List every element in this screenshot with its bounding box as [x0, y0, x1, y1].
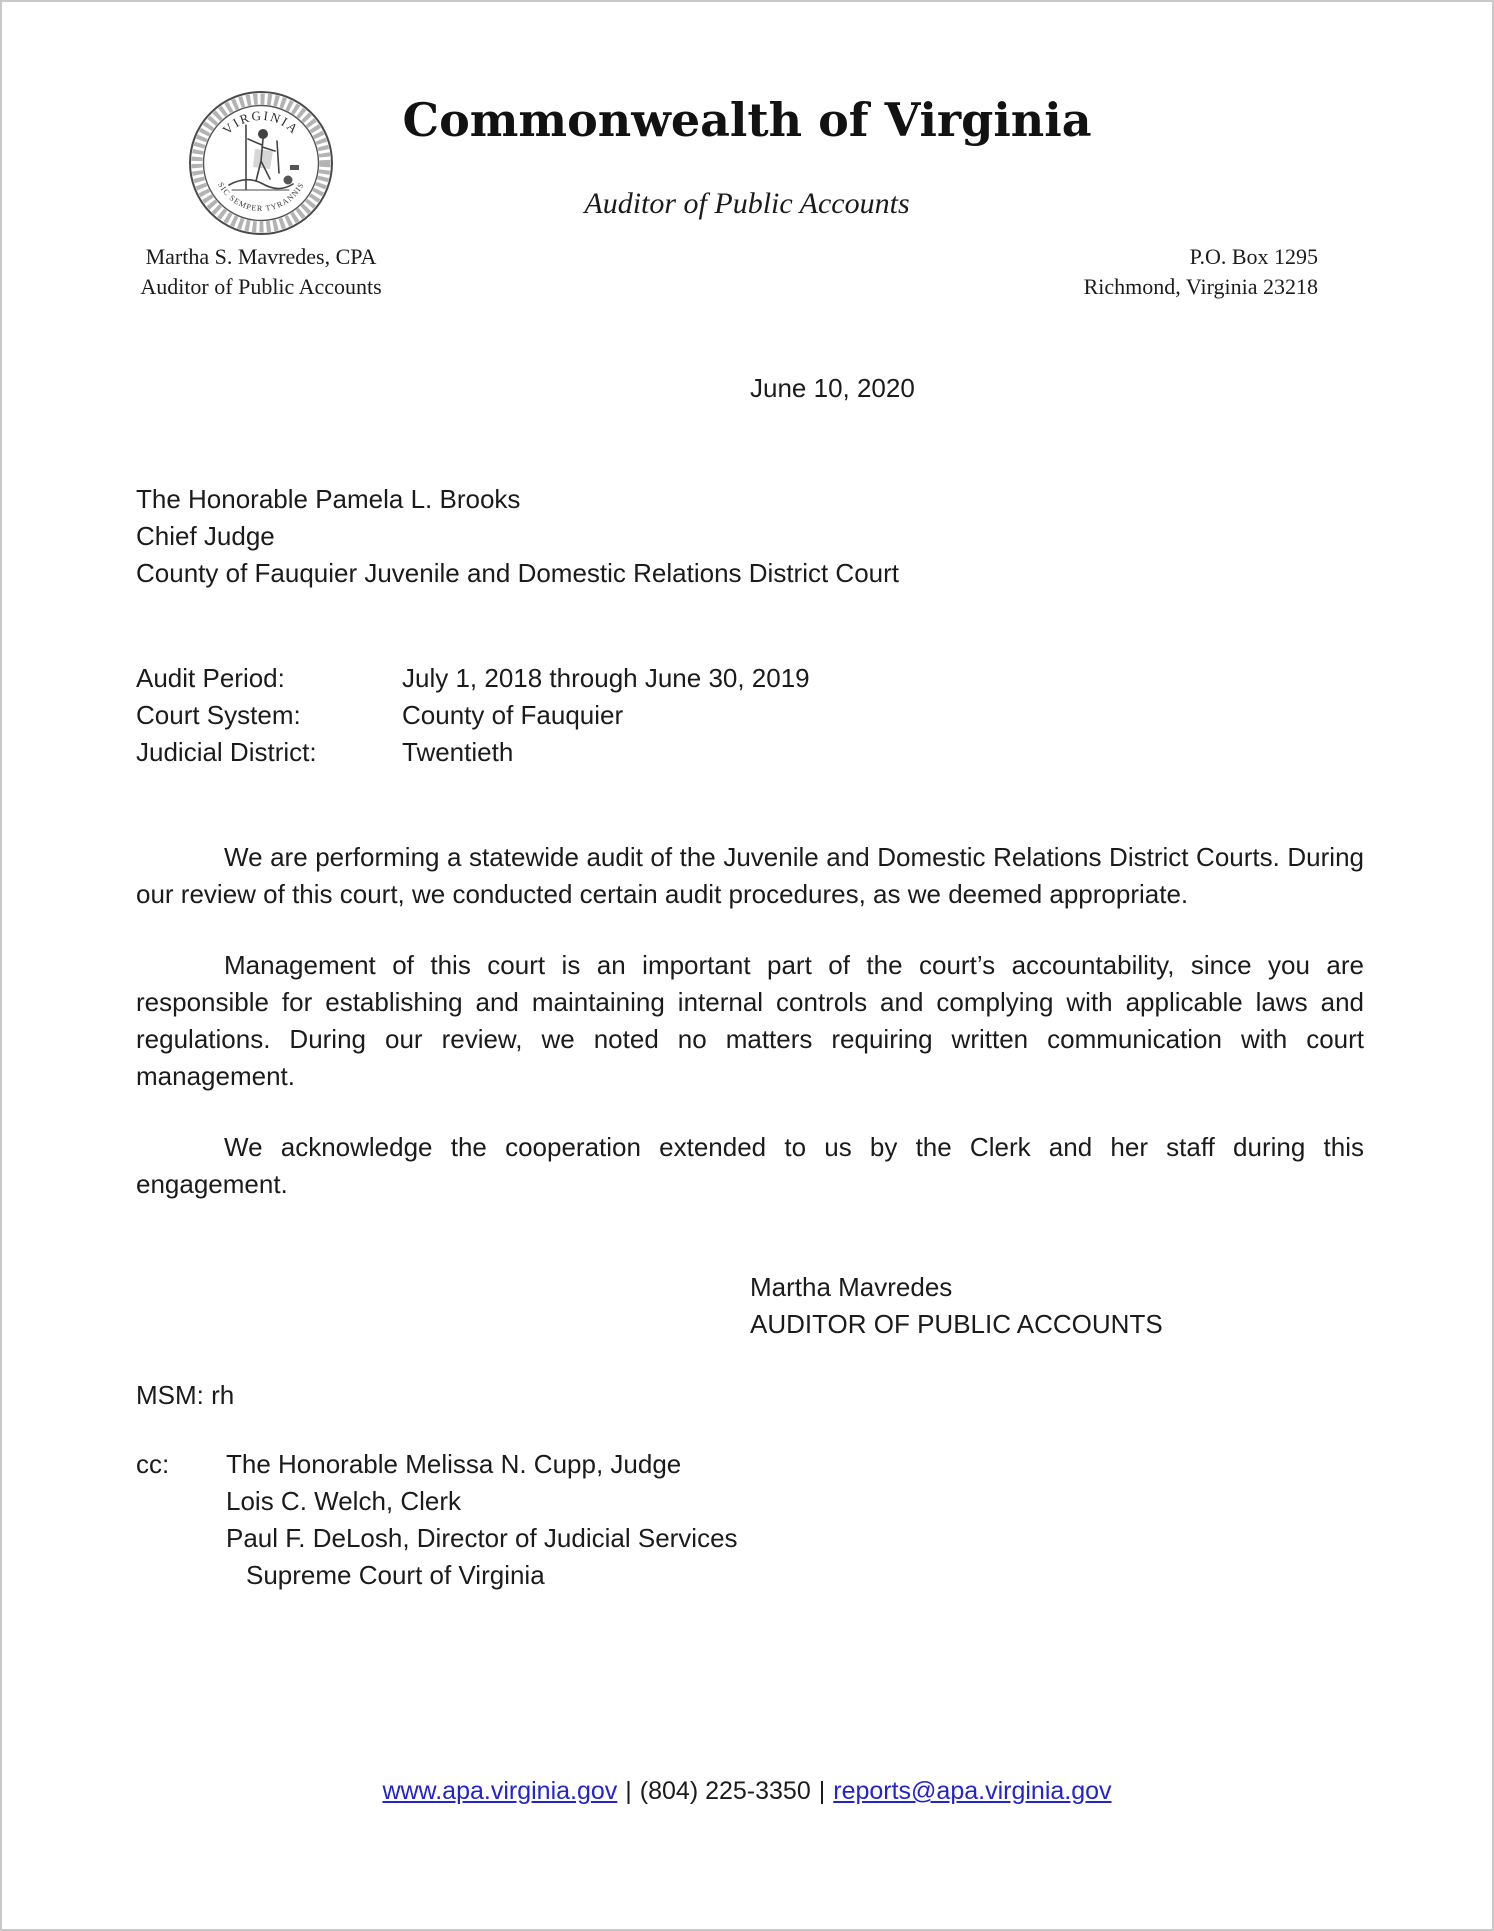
footer-phone: (804) 225-3350	[639, 1777, 811, 1805]
footer-separator: |	[625, 1777, 632, 1805]
signature-name: Martha Mavredes	[750, 1272, 953, 1302]
recipient-court: County of Fauquier Juvenile and Domestic Relations District Court	[136, 558, 900, 588]
detail-value-audit-period: July 1, 2018 through June 30, 2019	[402, 663, 810, 693]
paragraph-acknowledgement: We acknowledge the cooperation extended to us by the Clerk and her staff during this engagement.	[136, 1132, 1364, 1199]
audit-details-table	[136, 660, 1364, 771]
signature-title: AUDITOR OF PUBLIC ACCOUNTS	[750, 1309, 1163, 1339]
paragraph-audit-scope: We are performing a statewide audit of the Juvenile and Domestic Relations District Courts. During our review of this court, we conducted certain audit procedures, as we deemed appropriate.	[136, 842, 1364, 909]
address-po-box: P.O. Box 1295	[1189, 244, 1318, 269]
cc-block	[136, 1446, 1364, 1594]
paragraph-management-responsibility: Management of this court is an important part of the court’s accountability, since you are responsible for establishing and maintaining internal controls and complying with applicable laws and regulations. During our review, we noted no matters requiring written communication with court management.	[136, 950, 1364, 1091]
cc-recipient-suborg: Supreme Court of Virginia	[246, 1560, 545, 1590]
footer-separator: |	[818, 1777, 826, 1805]
seal-top-text: VIRGINIA	[219, 107, 303, 138]
detail-label-judicial-district: Judicial District:	[136, 737, 317, 767]
letter-date: June 10, 2020	[750, 373, 915, 403]
reference-initials: MSM: rh	[136, 1380, 235, 1410]
detail-label-court-system: Court System:	[136, 700, 301, 730]
detail-label-audit-period: Audit Period:	[136, 663, 285, 693]
recipient-title: Chief Judge	[136, 521, 275, 551]
cc-label: cc:	[136, 1449, 170, 1479]
footer-contact-line	[2, 1774, 1492, 1808]
detail-value-court-system: County of Fauquier	[402, 700, 624, 730]
address-city: Richmond, Virginia 23218	[1083, 274, 1318, 299]
organization-title: Commonwealth of Virginia	[402, 93, 1092, 147]
footer-website-link[interactable]: www.apa.virginia.gov	[382, 1777, 618, 1805]
cc-recipient: Paul F. DeLosh, Director of Judicial Services	[226, 1523, 738, 1553]
official-contact-block	[111, 242, 411, 302]
signature-block	[750, 1269, 1364, 1343]
recipient-name: The Honorable Pamela L. Brooks	[136, 484, 521, 514]
detail-value-judicial-district: Twentieth	[402, 737, 514, 767]
recipient-block	[136, 481, 1364, 592]
footer-email-link[interactable]: reports@apa.virginia.gov	[833, 1777, 1112, 1805]
office-address-block	[1084, 242, 1318, 302]
official-name: Martha S. Mavredes, CPA	[145, 244, 377, 269]
seal-bottom-text: SIC SEMPER TYRANNIS	[216, 180, 306, 214]
official-title: Auditor of Public Accounts	[140, 274, 382, 299]
organization-subtitle: Auditor of Public Accounts	[584, 187, 910, 220]
letter-body	[136, 370, 1364, 1594]
cc-list	[226, 1446, 1364, 1594]
cc-recipient: Lois C. Welch, Clerk	[226, 1486, 462, 1516]
cc-recipient: The Honorable Melissa N. Cupp, Judge	[226, 1449, 682, 1479]
